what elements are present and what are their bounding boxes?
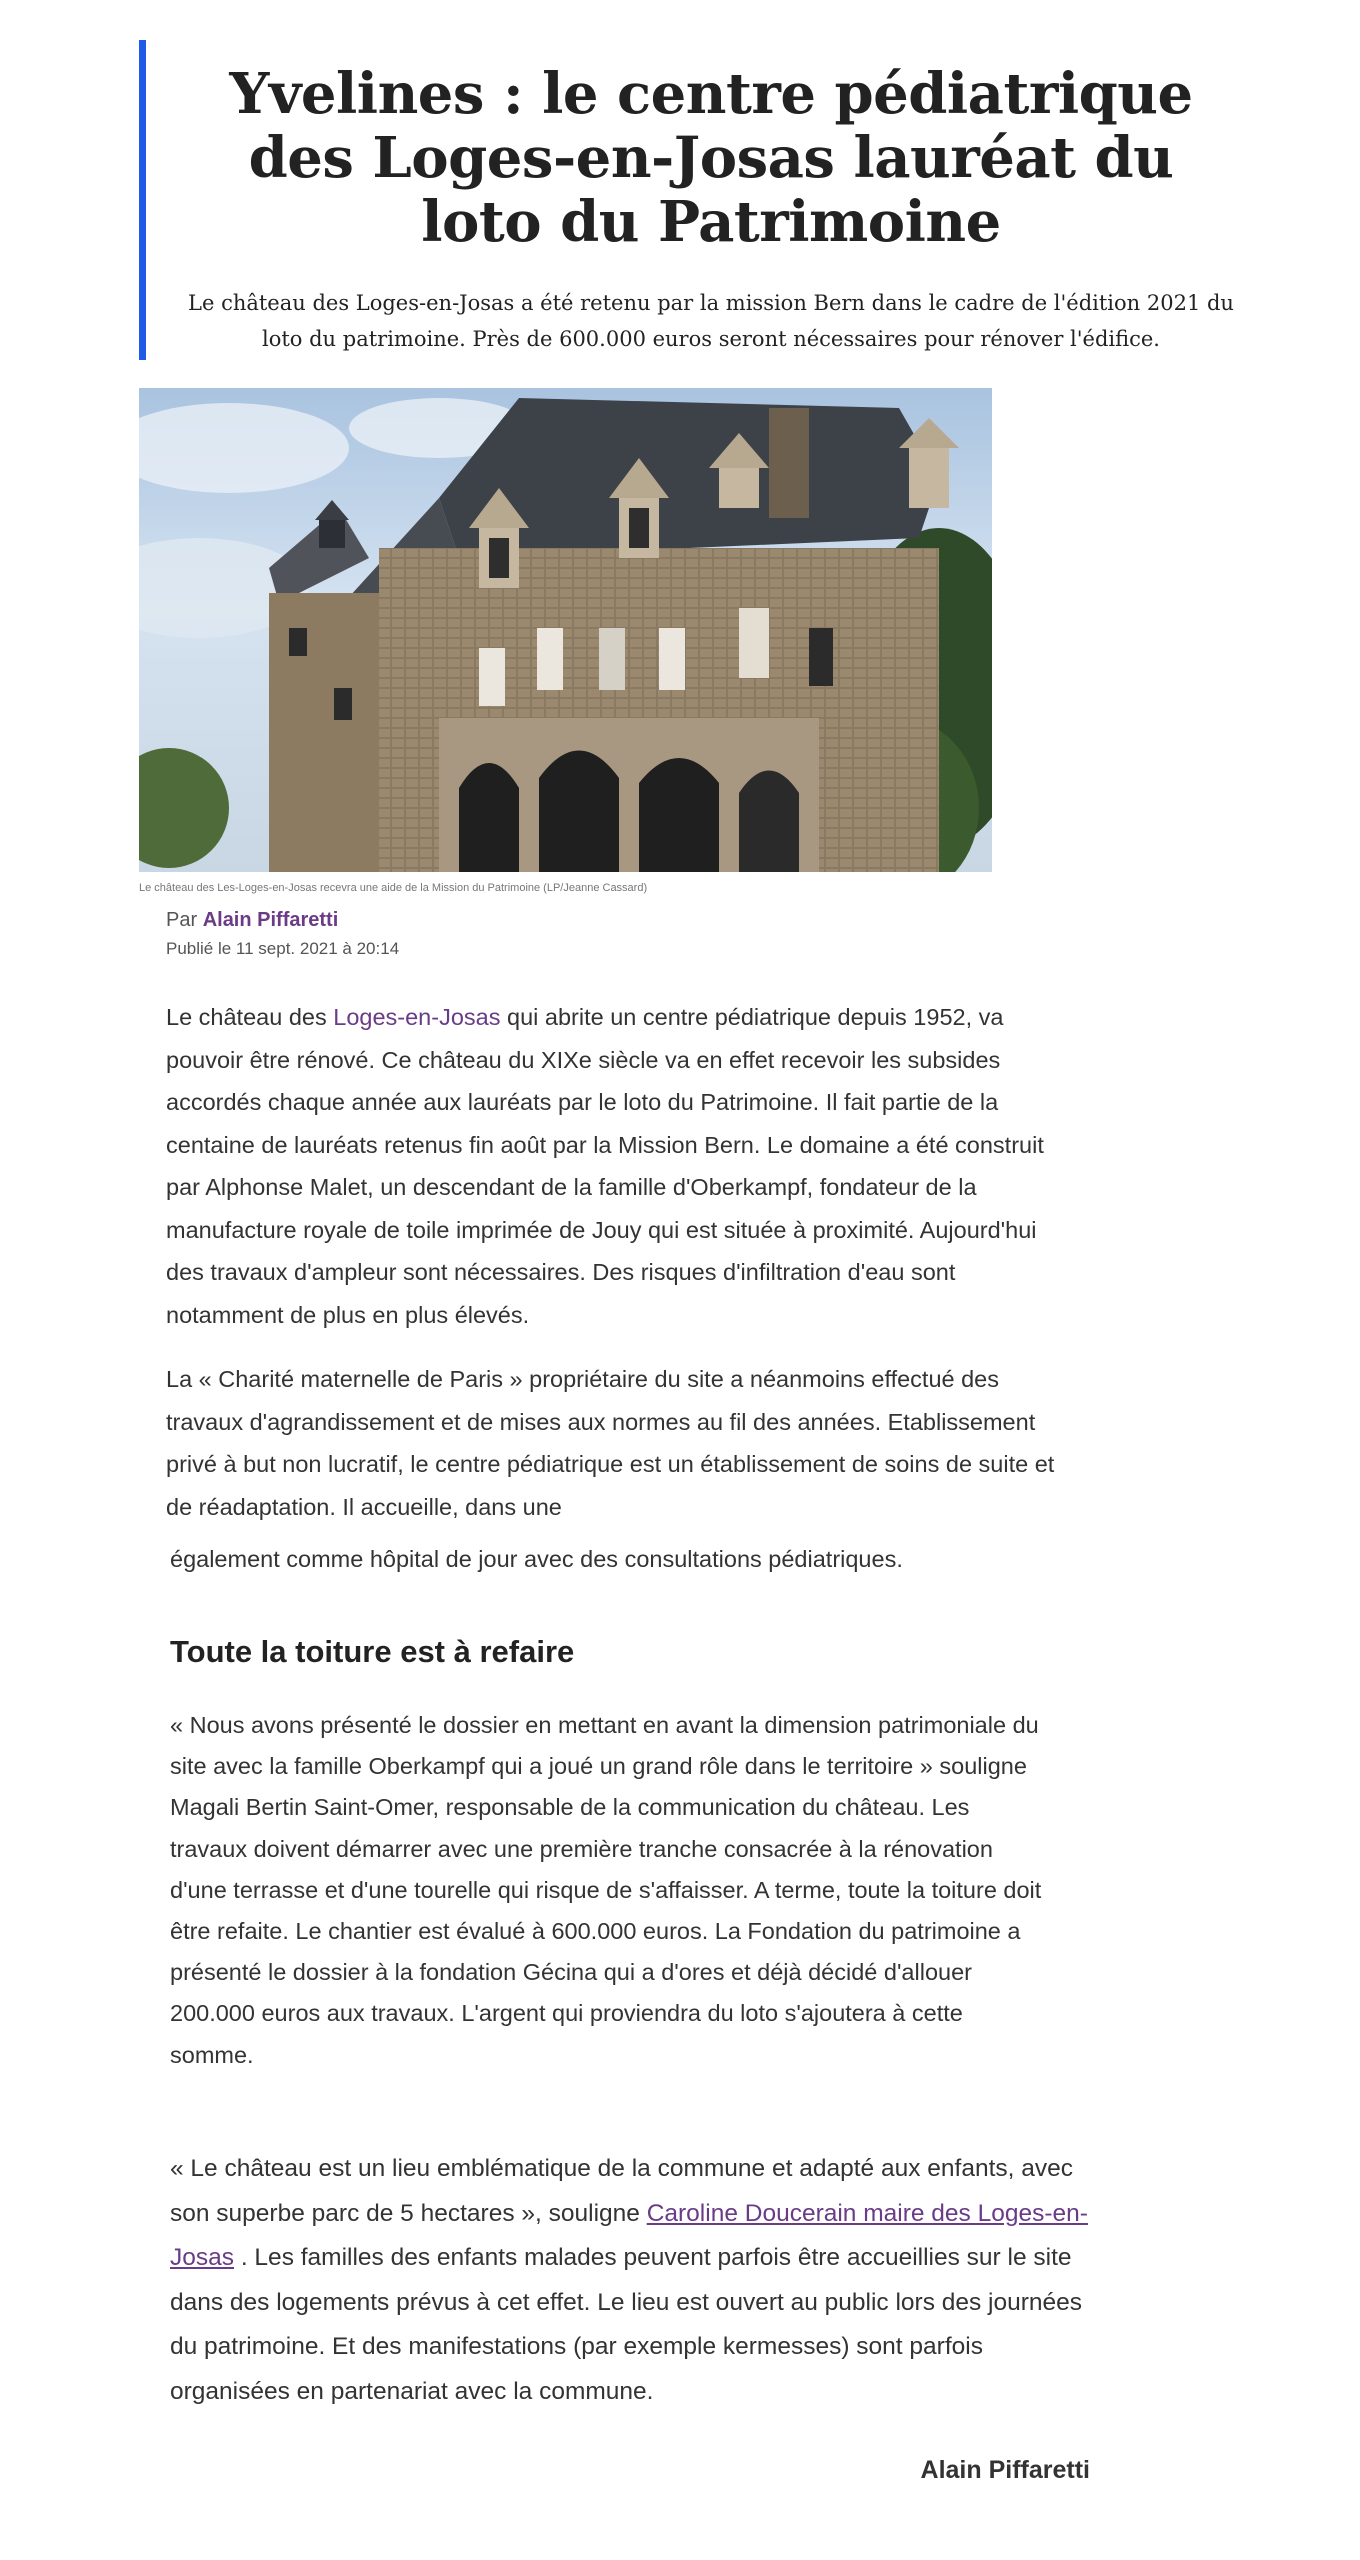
article-headline: Yvelines : le centre pédiatrique des Loges-en-Josas lauréat du loto du Patrimoine [229,61,1193,255]
published-date: Publié le 11 sept. 2021 à 20:14 [166,939,400,958]
byline [166,906,338,934]
byline-prefix: Par [166,909,203,931]
article-signature: Alain Piffaretti [920,2456,1090,2484]
paragraph-4-rest: . Les familles des enfants malades peuvent parfois être accueillies sur le site dans des logements prévus à cet effet. Le lieu est ouvert au public lors des journées du patrimoine. Et des manifestations (par exemple kermesses) sont parfois organisées en partenariat avec la commune. [170,2244,1083,2405]
paragraph-1 [166,996,1066,1336]
author-link[interactable]: Alain Piffaretti [202,909,339,931]
paragraph-4-start: « Le château est un lieu emblématique de la commune et adapté aux enfants, avec son superbe parc de 5 hectares », souligne [170,2155,1074,2227]
article-subtitle: Le château des Loges-en-Josas a été retenu par la mission Bern dans le cadre de l'édition 2021 du loto du patrimoine. Près de 600.000 euros seront nécessaires pour rénover l'édifice. [188,291,1234,351]
chateau-photo-illustration [139,388,992,872]
photo-caption: Le château des Les-Loges-en-Josas recevra une aide de la Mission du Patrimoine (LP/Jeanne Cassard) [139,882,648,894]
caroline-doucerain-link[interactable]: Caroline Doucerain maire des Loges-en-Josas [170,2199,1088,2271]
paragraph-1-rest: qui abrite un centre pédiatrique depuis 1952, va pouvoir être rénové. Ce château du XIXe siècle va en effet recevoir les subsides accordés chaque année aux lauréats par le loto du Patrimoine. Il fait partie de la centaine de lauréats retenus fin août par la Mission Bern. Le domaine a été construit par Alphonse Malet, un descendant de la famille d'Oberkampf, fondateur de la manufacture royale de toile imprimée de Jouy qui est située à proximité. Aujourd'hui des travaux d'ampleur sont nécessaires. Des risques d'infiltration d'eau sont notamment de plus en plus élevés. [166,1004,1044,1328]
article-photo [139,388,992,872]
paragraph-4 [170,2147,1100,2414]
loges-en-josas-link[interactable]: Loges-en-Josas [333,1004,501,1030]
section-heading: Toute la toiture est à refaire [170,1634,575,1669]
article-header [139,40,1236,360]
paragraph-2: La « Charité maternelle de Paris » propriétaire du site a néanmoins effectué des travaux d'agrandissement et de mises aux normes au fil des années. Etablissement privé à but non lucratif, le centre pédiatrique est un établissement de soins de suite et de réadaptation. Il accueille, dans une [166,1366,1055,1520]
paragraph-2-continued: également comme hôpital de jour avec des consultations pédiatriques. [170,1546,903,1572]
paragraph-1-start: Le château des [166,1004,334,1030]
paragraph-3: « Nous avons présenté le dossier en mettant en avant la dimension patrimoniale du site avec la famille Oberkampf qui a joué un grand rôle dans le territoire » souligne Magali Bertin Saint-Omer, responsable de la communication du château. Les travaux doivent démarrer avec une première tranche consacrée à la rénovation d'une terrasse et d'une tourelle qui risque de s'affaisser. A terme, toute la toiture doit être refaite. Le chantier est évalué à 600.000 euros. La Fondation du patrimoine a présenté le dossier à la fondation Gécina qui a d'ores et déjà décidé d'allouer 200.000 euros aux travaux. L'argent qui proviendra du loto s'ajoutera à cette somme. [170,1712,1042,2068]
